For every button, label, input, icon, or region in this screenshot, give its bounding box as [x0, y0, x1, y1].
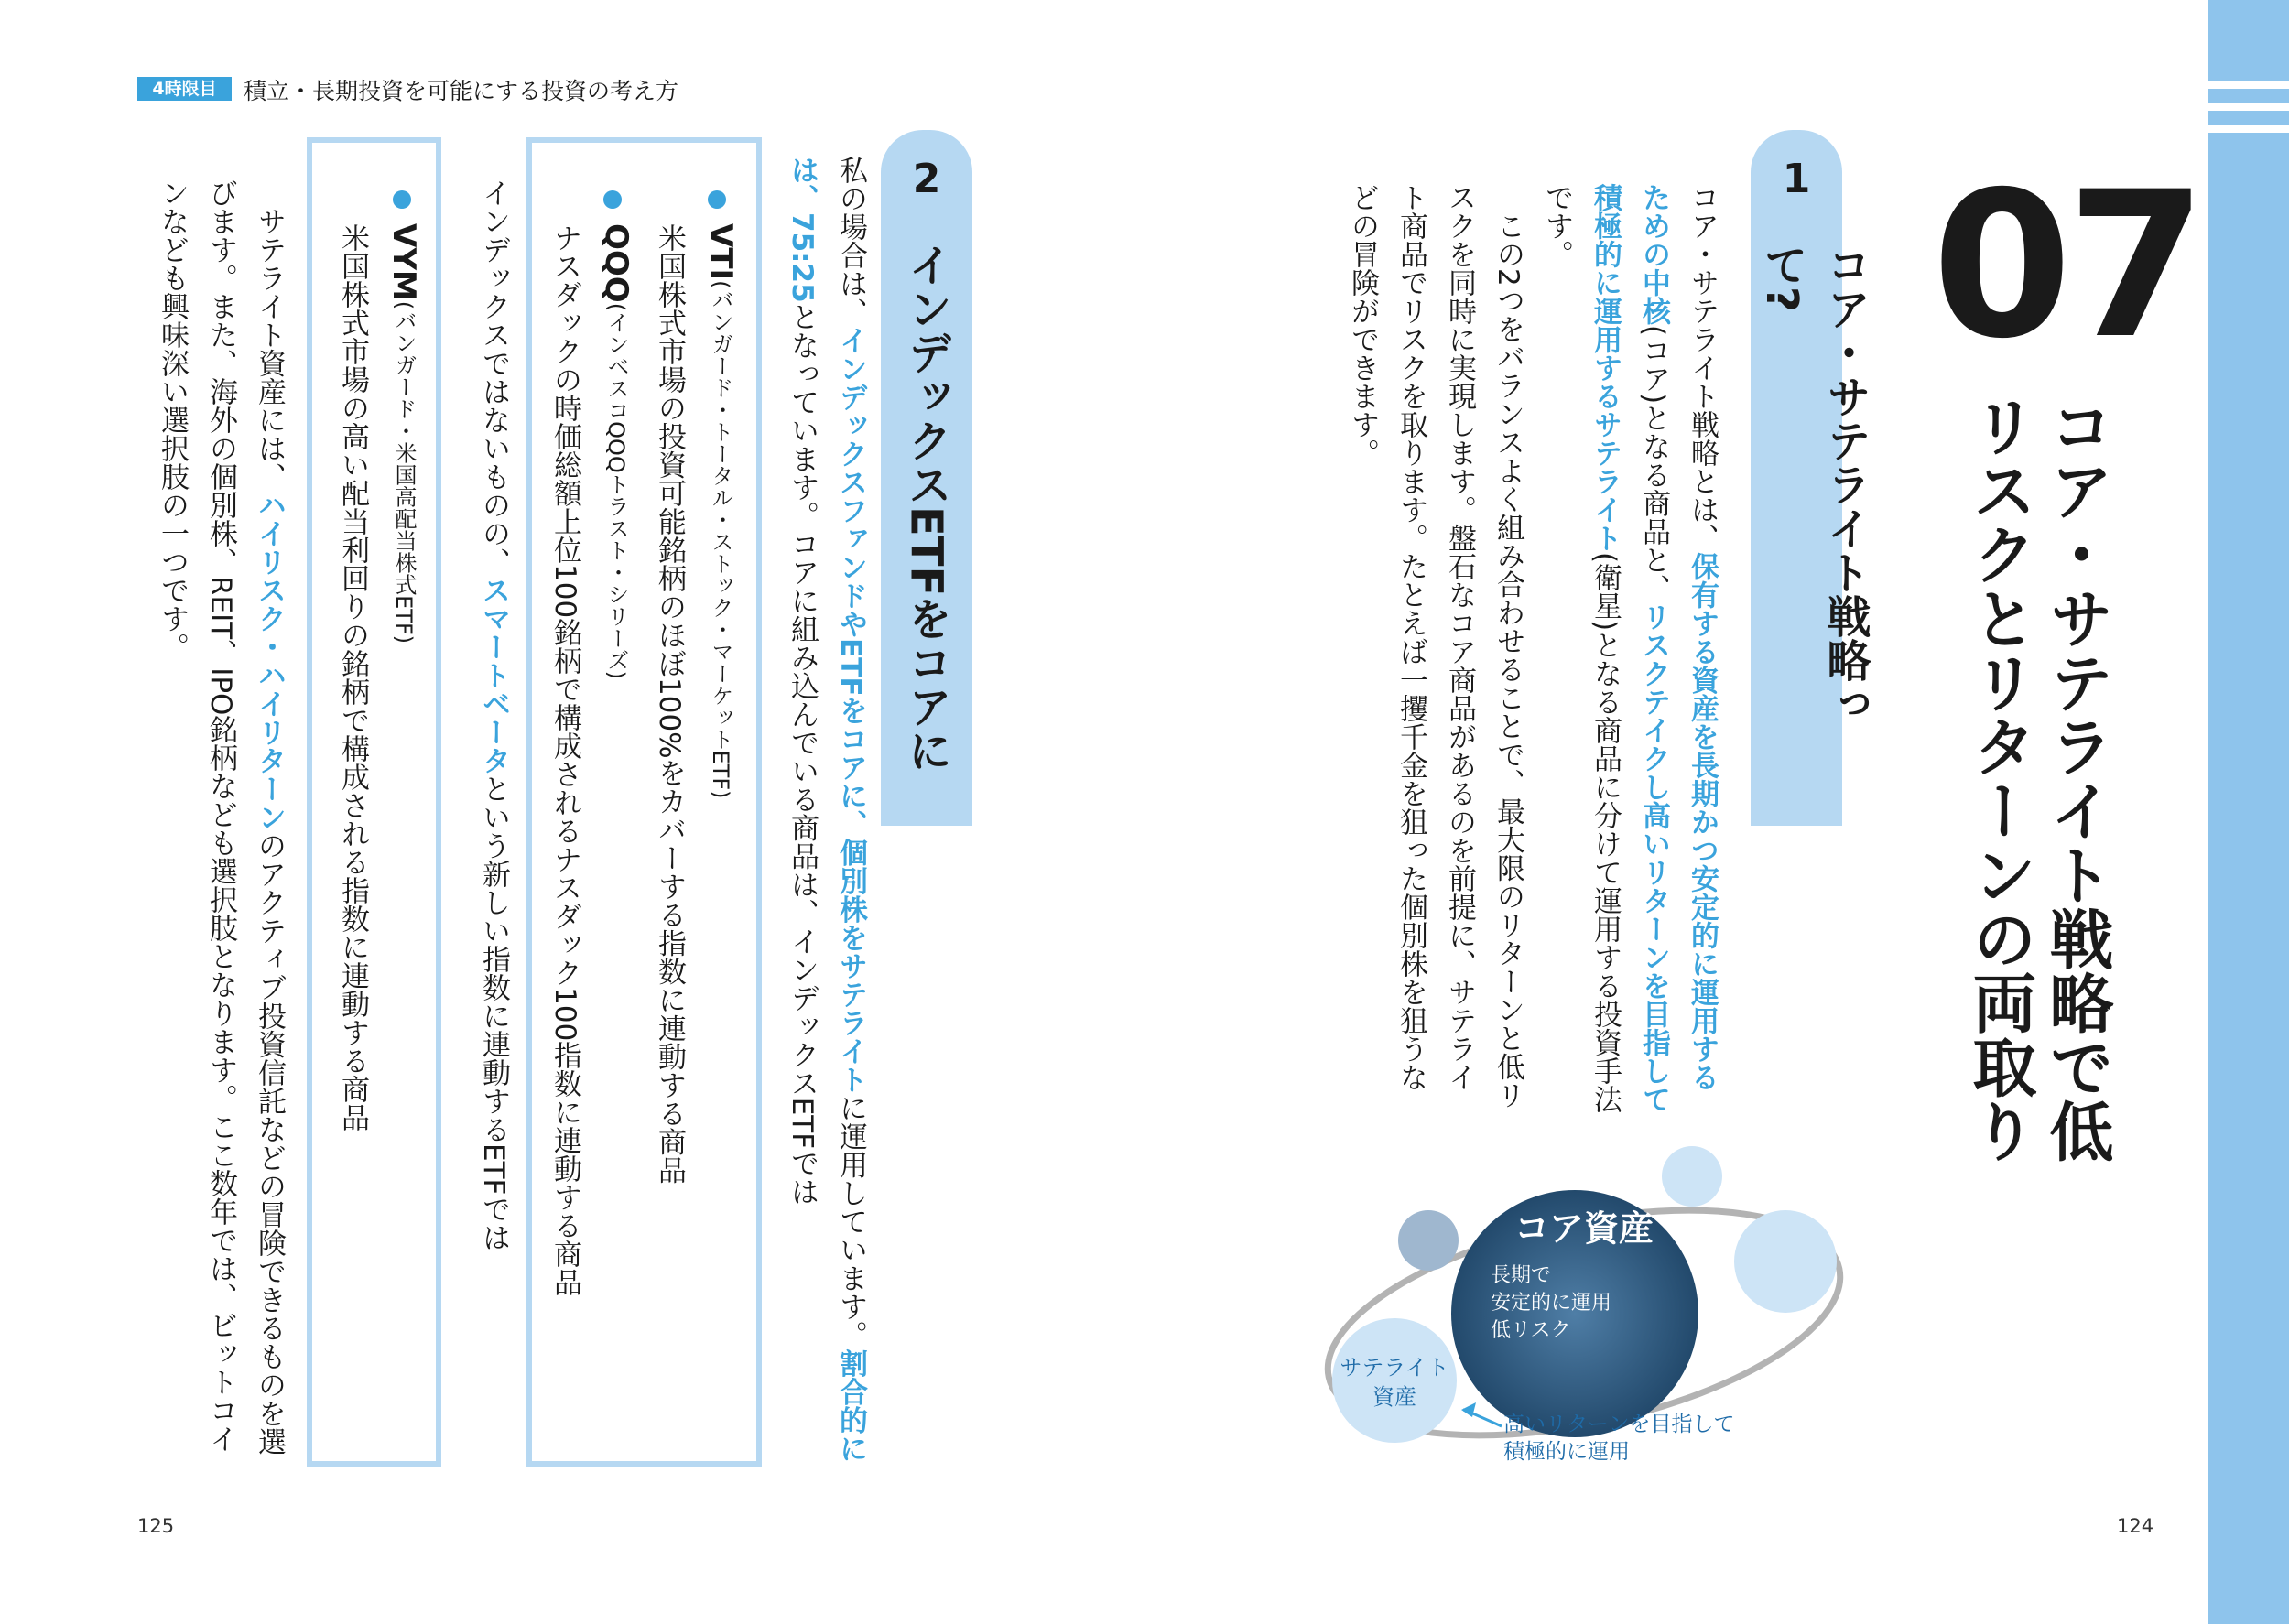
- etf-name: QQQ: [598, 223, 635, 303]
- etf-fullname: (バンガード・トータル・ストック・マーケットETF): [708, 280, 733, 799]
- text-run: に運用しています。: [834, 1093, 867, 1349]
- page-number-left: 125: [137, 1515, 175, 1537]
- list-item-vti: [638, 223, 739, 1432]
- text-run: となっています。コアに組み込んでいる商品は、インデックスETFでは: [786, 302, 819, 1207]
- satellite-small-circle: [1398, 1210, 1459, 1271]
- core-line-1: 長期で: [1491, 1264, 1552, 1287]
- etf-fullname: (インベスコQQQトラスト・シリーズ): [603, 302, 629, 680]
- text-run: (衛星)となる商品に分けて運用する投資手法です。: [1540, 183, 1622, 1114]
- text-run: のアクティブ投資信託などの冒険できるものを選びます。また、海外の個別株、REIT、IPO銘柄なども選択肢となります。ここ数年では、ビットコインなども興味深い選択肢の一つです。: [156, 179, 286, 1456]
- smart-beta-etf-list: [307, 137, 441, 1467]
- edge-tab-stripe: [2208, 81, 2289, 89]
- arrow-label-2: 積極的に運用: [1503, 1440, 1630, 1464]
- section1-paragraph-1: [1532, 183, 1726, 1117]
- section2-paragraph-2: [462, 179, 517, 1460]
- section1-heading: [1751, 130, 1871, 826]
- text-run: という新しい指数に連動するETFでは: [477, 774, 510, 1252]
- core-satellite-diagram: [1309, 1135, 1850, 1483]
- section2-heading: [881, 130, 972, 826]
- chapter-number: 07: [1932, 148, 2202, 383]
- highlighted-text: リスクテイクし高いリターンを目指して積極的に運用するサテライト: [1589, 183, 1670, 1114]
- text-run: 私の場合は、: [834, 156, 867, 326]
- etf-description: ナスダックの時価総額上位100銘柄で構成されるナスダック100指数に連動する商品: [548, 223, 581, 1297]
- chapter-badge: 4時限目: [137, 77, 232, 101]
- highlighted-text: 保有する資産を長期かつ安定的に運用するための中核: [1637, 183, 1719, 1091]
- satellite-asset-circle: [1332, 1318, 1457, 1443]
- satellite-top-circle: [1662, 1146, 1722, 1207]
- etf-name: VYM: [385, 223, 422, 301]
- text-run: (コア)となる商品と、: [1637, 325, 1670, 603]
- list-item-vym: [321, 223, 422, 1432]
- running-header: 積立・長期投資を可能にする投資の考え方: [244, 78, 679, 104]
- edge-tab-stripe: [2208, 125, 2289, 133]
- bullet-icon: [708, 190, 726, 209]
- section1-number: 1: [1782, 156, 1811, 202]
- edge-tab-stripe: [2208, 103, 2289, 111]
- section2-paragraph-3: [137, 179, 293, 1460]
- etf-name: VTI: [702, 223, 739, 281]
- page-number-right: 124: [2117, 1515, 2154, 1537]
- etf-description: 米国株式市場の高い配当利回りの銘柄で構成される指数に連動する商品: [336, 223, 369, 1131]
- text-run: インデックスではないものの、: [477, 179, 510, 576]
- highlighted-text: インデックスファンドやETFをコアに、個別株をサテライト: [834, 326, 867, 1094]
- arrow-label-1: 高いリターンを目指して: [1503, 1413, 1735, 1436]
- etf-description: 米国株式市場の投資可能銘柄のほぼ100%をカバーする指数に連動する商品: [653, 223, 686, 1185]
- text-run: サテライト資産には、: [253, 207, 286, 491]
- section1-title: コア・サテライト戦略って?: [1756, 243, 1871, 726]
- highlighted-text: スマートベータ: [477, 576, 510, 774]
- core-line-2: 安定的に運用: [1491, 1292, 1612, 1315]
- satellite-label-1: サテライト: [1340, 1355, 1449, 1380]
- core-etf-list: [526, 137, 762, 1467]
- text-run: コア・サテライト戦略とは、: [1686, 183, 1719, 552]
- section2-paragraph-1: [774, 156, 874, 1474]
- bullet-icon: [393, 190, 411, 209]
- bullet-icon: [603, 190, 622, 209]
- chapter-title: コア・サテライト戦略で低リスクとリターンの両取り: [1962, 394, 2114, 1163]
- section2-title: インデックスETFをコアに: [900, 243, 952, 773]
- satellite-label-2: 資産: [1372, 1384, 1416, 1410]
- highlighted-text: ハイリスク・ハイリターン: [253, 491, 286, 831]
- core-title: コア資産: [1513, 1208, 1654, 1249]
- section2-number: 2: [912, 156, 941, 202]
- page-edge-tab: [2208, 0, 2289, 1624]
- section1-paragraph-2: この2つをバランスよく組み合わせることで、最大限のリターンと低リスクを同時に実現します。盤石なコア商品があるのを前提に、サテライト商品でリスクを取ります。たとえば一攫千金を狙った個別株を狙うなどの冒険ができます。: [1346, 183, 1524, 1110]
- section1-body: [1341, 183, 1726, 1117]
- etf-fullname: (バンガード・米国高配当株式ETF): [391, 300, 417, 644]
- core-line-3: 低リスク: [1491, 1319, 1571, 1342]
- satellite-large-circle: [1734, 1210, 1837, 1313]
- list-item-qqq: [534, 223, 635, 1432]
- highlighted-text: 割合的には、75:25: [786, 156, 867, 1463]
